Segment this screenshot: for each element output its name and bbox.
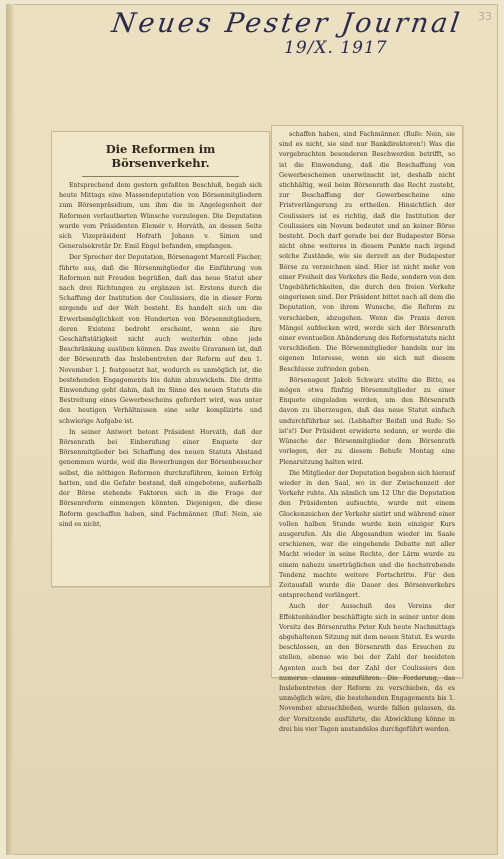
article-paragraph: Börsenagent Jakob Schwarz stellte die Bitte, es mögen etwa fünfzig Börsenmitglieder zu einer Enquete eingeladen werden, um den Börsenrath davon zu überzeugen, daß das neue Statut einfach undurchführbar sei. (Lebhafter Beifall und Rufe: So ist's!) Der Präsident erwiderte sodann, er werde die Wünsche der Börsenmitglieder dem Börsenrath vorlegen, der zu diesem Behufe Montag eine Plenarsitzung halten wird. — [279, 376, 455, 466]
article-headline: Die Reformen im Börsenverkehr. — [105, 142, 216, 170]
handwritten-date: 19/X. 1917 — [284, 38, 388, 58]
article-paragraph: Die Mitglieder der Deputation begaben sich hierauf wieder in den Saal, wo in der Zwischenzeit der Verkehr ruhte. Als nämlich um 12 Uhr die Deputation den Präsidenten aufsuchte, wurde mit einem Glockenzeichen der Verkehr sistirt und während einer vollen halben Stunde wurde kein einziger Kurs ausgerufen. Als die Abgesandten wieder im Saale erschienen, war die eingehende Debatte mit aller Macht wieder in seine Rechte, der Lärm wurde zu einem nahezu unerträglichen und die hochstrebende Tendenz machte weitere Fortschritte. Für den Zeitausfall wurde die Dauer des Börsenverkehrs entsprechend verlängert. — [279, 469, 455, 600]
sheet-binding-edge — [6, 4, 14, 855]
headline-divider — [82, 176, 239, 177]
article-paragraph: Entsprechend dem gestern gefaßten Beschluß, begab sich heute Mittags eine Massendeputation von Börsenmitgliedern zum Börsenpräsidium, um ihm die in Angelegenheit der Reformen verlautbarten Wünsche vorzulegen. Die Deputation wurde vom Präsidenten Elemér v. Horváth, an dessen Seite sich Vizepräsident Hofrath Johann v. Simon und Generalsekretär Dr. Emil Engel befanden, empfangen. — [59, 182, 262, 251]
article-paragraph: Der Sprecher der Deputation, Börsenagent Marcell Fischer, führte aus, daß die Börsenmitglieder die Einführung von Reformen mit Freuden begrüßen, daß das neue Statut aber nach drei Richtungen zu ergänzen ist. Erstens durch die Schaffung der Institution der Coulissiers, die in dieser Form nirgends auf der Welt besteht. Es handelt sich um die Erwerbsmöglichkeit von Hunderten von Börsenmitgliedern, deren Existenz bedroht erscheint, wenn sie ihre Geschäftstätigkeit nicht auch weiterhin ohne jede Beschränkung ausüben können. Das zweite Gravamen ist, daß der Börsenrath das Inslebentreten der Reform auf den 1. November l. J. festgesetzt hat, wodurch es unmöglich ist, die bestehenden Engagements bis dahin abzuwickeln. Die dritte Einwendung geht dahin, daß im Sinne des neuen Statuts die Bestreitung eines Gewerbescheins gefordert wird, was unter den heutigen Verhältnissen eine sehr komplizirte und schwierige Aufgabe ist. — [59, 254, 262, 425]
article-paragraph: In seiner Antwort betont Präsident Horváth, daß der Börsenrath bei Einberufung einer Enquete der Börsenmitglieder bei Schaffung des neuen Statuts Abstand genommen wurde, weil die Bewerbungen der Börsenbesucher selbst, die nöthigen Reformen durchzuführen, keinen Erfolg hatten, und die Gefahr bestand, daß eingebotene, außerhalb der Börse stehende Faktoren sich in die Frage der Börsenreform einmengen könnten. Diejenigen, die diese Reform geschaffen haben, sind Fachmänner. (Ruf: Nein, sie sind es nicht, — [59, 428, 262, 528]
newspaper-clipping-left — [51, 131, 270, 587]
article-body-right — [272, 126, 462, 735]
handwritten-newspaper-name: Neues Pester Journal — [109, 8, 465, 39]
article-paragraph: schaffen haben, sind Fachmänner. (Rufe: Nein, sie sind es nicht, sie sind nur Bankdirektoren!) Was die vorgebrachten besonderen Beschwerden betrifft, so ist die Einwendung, daß die Beschaffung von Gewerbescheinen unerwünscht ist, deshalb nicht stichhältig, weil beim Börsenrath das Recht zusteht, zur Beschaffung der Gewerbescheine eine Fristverlängerung zu ertheilen. Hinsichtlich der Coulissiers ist es richtig, daß die Institution der Coulissiers ein Novum bedeutet und an keiner Börse besteht. Doch darf gerade bei der Budapester Börse nicht ohne weiteres in diesem Punkte nach irgend solche Zustände, wie sie derzeit an der Budapester Börse zu verzeichnen sind. Hier ist nicht mehr von einer Freiheit des Verkehrs die Rede, sondern von den Ungebührlichkeiten, die durch den freien Verkehr eingerissen sind. Der Präsident bittet nach all dem die Deputation, von ihrem Wunsche, die Reform zu verschieben, abzugehen. Wenn die Praxis deren Mängel aufdecken wird, werde sich der Börsenrath einer eventuellen Abänderung des Reformstatuts nicht verschließen. Die Börsenmitglieder handeln nur im eigenen Interesse, wenn sie sich mit diesem Beschlusse zufrieden geben. — [279, 131, 455, 373]
article-body-left — [52, 181, 269, 530]
newspaper-clipping-right — [271, 125, 463, 733]
page-number: 33 — [478, 10, 492, 23]
article-paragraph: Auch der Ausschuß des Vereins der Effektenhändler beschäftigte sich in seiner unter dem Vorsitz des Börsenraths Peter Kuh heute Nachmittags abgehaltenen Sitzung mit dem neuen Statut. Es wurde beschlossen, an den Börsenrath das Ersuchen zu stellen, ebenso wie bei der Zahl der beeideten Agenten auch bei der Zahl der Coulissiers den numerus clausus einzuführen. Die Forderung, das Inslebentreten der Reform zu verschieben, da es unmöglich wäre, die bestehenden Engagements bis 1. November abzuschließen, wurde fallen gelassen, da der Vorsitzende ausführte, die Abwicklung könne in drei bis vier Tagen anstandslos durchgeführt werden. — [279, 603, 455, 733]
